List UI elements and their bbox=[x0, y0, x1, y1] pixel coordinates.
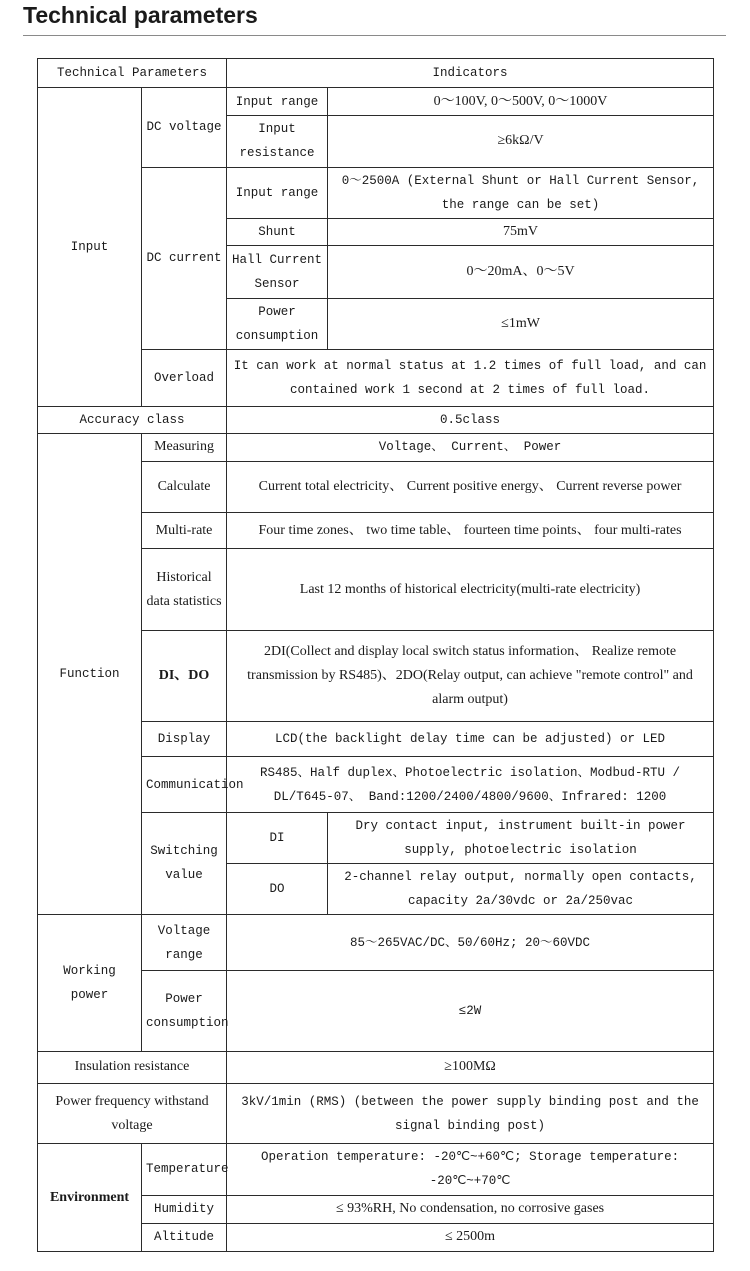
altitude-label: Altitude bbox=[142, 1223, 227, 1251]
withstand-voltage-label: Power frequency withstand voltage bbox=[38, 1084, 227, 1144]
measuring-value: Voltage、 Current、 Power bbox=[227, 433, 714, 461]
section-input-label: Input bbox=[38, 88, 142, 407]
insulation-resistance-value: ≥100MΩ bbox=[227, 1051, 714, 1083]
power-consumption-value: ≤1mW bbox=[328, 299, 714, 350]
calculate-label: Calculate bbox=[142, 461, 227, 512]
overload-label: Overload bbox=[142, 350, 227, 406]
switching-do-label: DO bbox=[227, 863, 328, 914]
temperature-label: Temperature bbox=[142, 1144, 227, 1195]
table-row bbox=[38, 1084, 714, 1144]
table-row bbox=[38, 1144, 714, 1195]
hall-sensor-value: 0～20mA、0～5V bbox=[328, 245, 714, 298]
accuracy-class-label: Accuracy class bbox=[38, 406, 227, 433]
di-do-value: 2DI(Collect and display local switch status information、 Realize remote transmission by RS485)、2DO(Relay output, can achieve "remote control" and alarm output) bbox=[227, 630, 714, 721]
measuring-label: Measuring bbox=[142, 433, 227, 461]
altitude-value: ≤ 2500m bbox=[227, 1223, 714, 1251]
hall-sensor-label: Hall Current Sensor bbox=[227, 245, 328, 298]
calculate-value: Current total electricity、 Current positive energy、 Current reverse power bbox=[227, 461, 714, 512]
current-input-range-label: Input range bbox=[227, 167, 328, 218]
historical-data-label: Historical data statistics bbox=[142, 549, 227, 630]
dc-voltage-label: DC voltage bbox=[142, 88, 227, 167]
section-working-power-label: Working power bbox=[38, 915, 142, 1052]
insulation-resistance-label: Insulation resistance bbox=[38, 1051, 227, 1083]
switching-di-label: DI bbox=[227, 812, 328, 863]
table-row bbox=[38, 406, 714, 433]
table-row bbox=[38, 433, 714, 461]
input-resistance-value: ≥6kΩ/V bbox=[328, 116, 714, 167]
input-range-label: Input range bbox=[227, 88, 328, 116]
table-row bbox=[38, 915, 714, 971]
shunt-value: 75mV bbox=[328, 218, 714, 245]
switching-di-value: Dry contact input, instrument built-in power supply, photoelectric isolation bbox=[328, 812, 714, 863]
table-header-row bbox=[38, 59, 714, 88]
spec-table bbox=[37, 58, 714, 1252]
voltage-range-label: Voltage range bbox=[142, 915, 227, 971]
header-indicators: Indicators bbox=[227, 59, 714, 88]
current-input-range-value: 0～2500A (External Shunt or Hall Current Sensor, the range can be set) bbox=[328, 167, 714, 218]
display-label: Display bbox=[142, 722, 227, 757]
section-function-label: Function bbox=[38, 433, 142, 914]
historical-data-value: Last 12 months of historical electricity(multi-rate electricity) bbox=[227, 549, 714, 630]
table-row bbox=[38, 88, 714, 116]
voltage-range-value: 85～265VAC/DC、50/60Hz; 20～60VDC bbox=[227, 915, 714, 971]
accuracy-class-value: 0.5class bbox=[227, 406, 714, 433]
overload-value: It can work at normal status at 1.2 times of full load, and can contained work 1 second at 2 times of full load. bbox=[227, 350, 714, 406]
section-environment-label: Environment bbox=[38, 1144, 142, 1252]
communication-label: Communication bbox=[142, 757, 227, 812]
shunt-label: Shunt bbox=[227, 218, 328, 245]
power-consumption-label: Power consumption bbox=[227, 299, 328, 350]
switching-value-label: Switching value bbox=[142, 812, 227, 915]
humidity-value: ≤ 93%RH, No condensation, no corrosive gases bbox=[227, 1195, 714, 1223]
display-value: LCD(the backlight delay time can be adjusted) or LED bbox=[227, 722, 714, 757]
working-power-consumption-label: Power consumption bbox=[142, 971, 227, 1051]
working-power-consumption-value: ≤2W bbox=[227, 971, 714, 1051]
multi-rate-value: Four time zones、 two time table、 fourteen time points、 four multi-rates bbox=[227, 513, 714, 549]
input-range-value: 0～100V, 0～500V, 0～1000V bbox=[328, 88, 714, 116]
header-technical-parameters: Technical Parameters bbox=[38, 59, 227, 88]
di-do-label: DI、DO bbox=[142, 630, 227, 721]
page-title: Technical parameters bbox=[23, 2, 258, 28]
table-row bbox=[38, 1051, 714, 1083]
switching-do-value: 2-channel relay output, normally open contacts, capacity 2a/30vdc or 2a/250vac bbox=[328, 863, 714, 914]
temperature-value: Operation temperature: -20℃~+60℃; Storage temperature: -20℃~+70℃ bbox=[227, 1144, 714, 1195]
humidity-label: Humidity bbox=[142, 1195, 227, 1223]
input-resistance-label: Input resistance bbox=[227, 116, 328, 167]
dc-current-label: DC current bbox=[142, 167, 227, 350]
withstand-voltage-value: 3kV/1min (RMS) (between the power supply binding post and the signal binding post) bbox=[227, 1084, 714, 1144]
communication-value: RS485、Half duplex、Photoelectric isolation、Modbud-RTU / DL/T645-07、 Band:1200/2400/4800/9600、Infrared: 1200 bbox=[227, 757, 714, 812]
multi-rate-label: Multi-rate bbox=[142, 513, 227, 549]
title-divider bbox=[23, 35, 726, 36]
